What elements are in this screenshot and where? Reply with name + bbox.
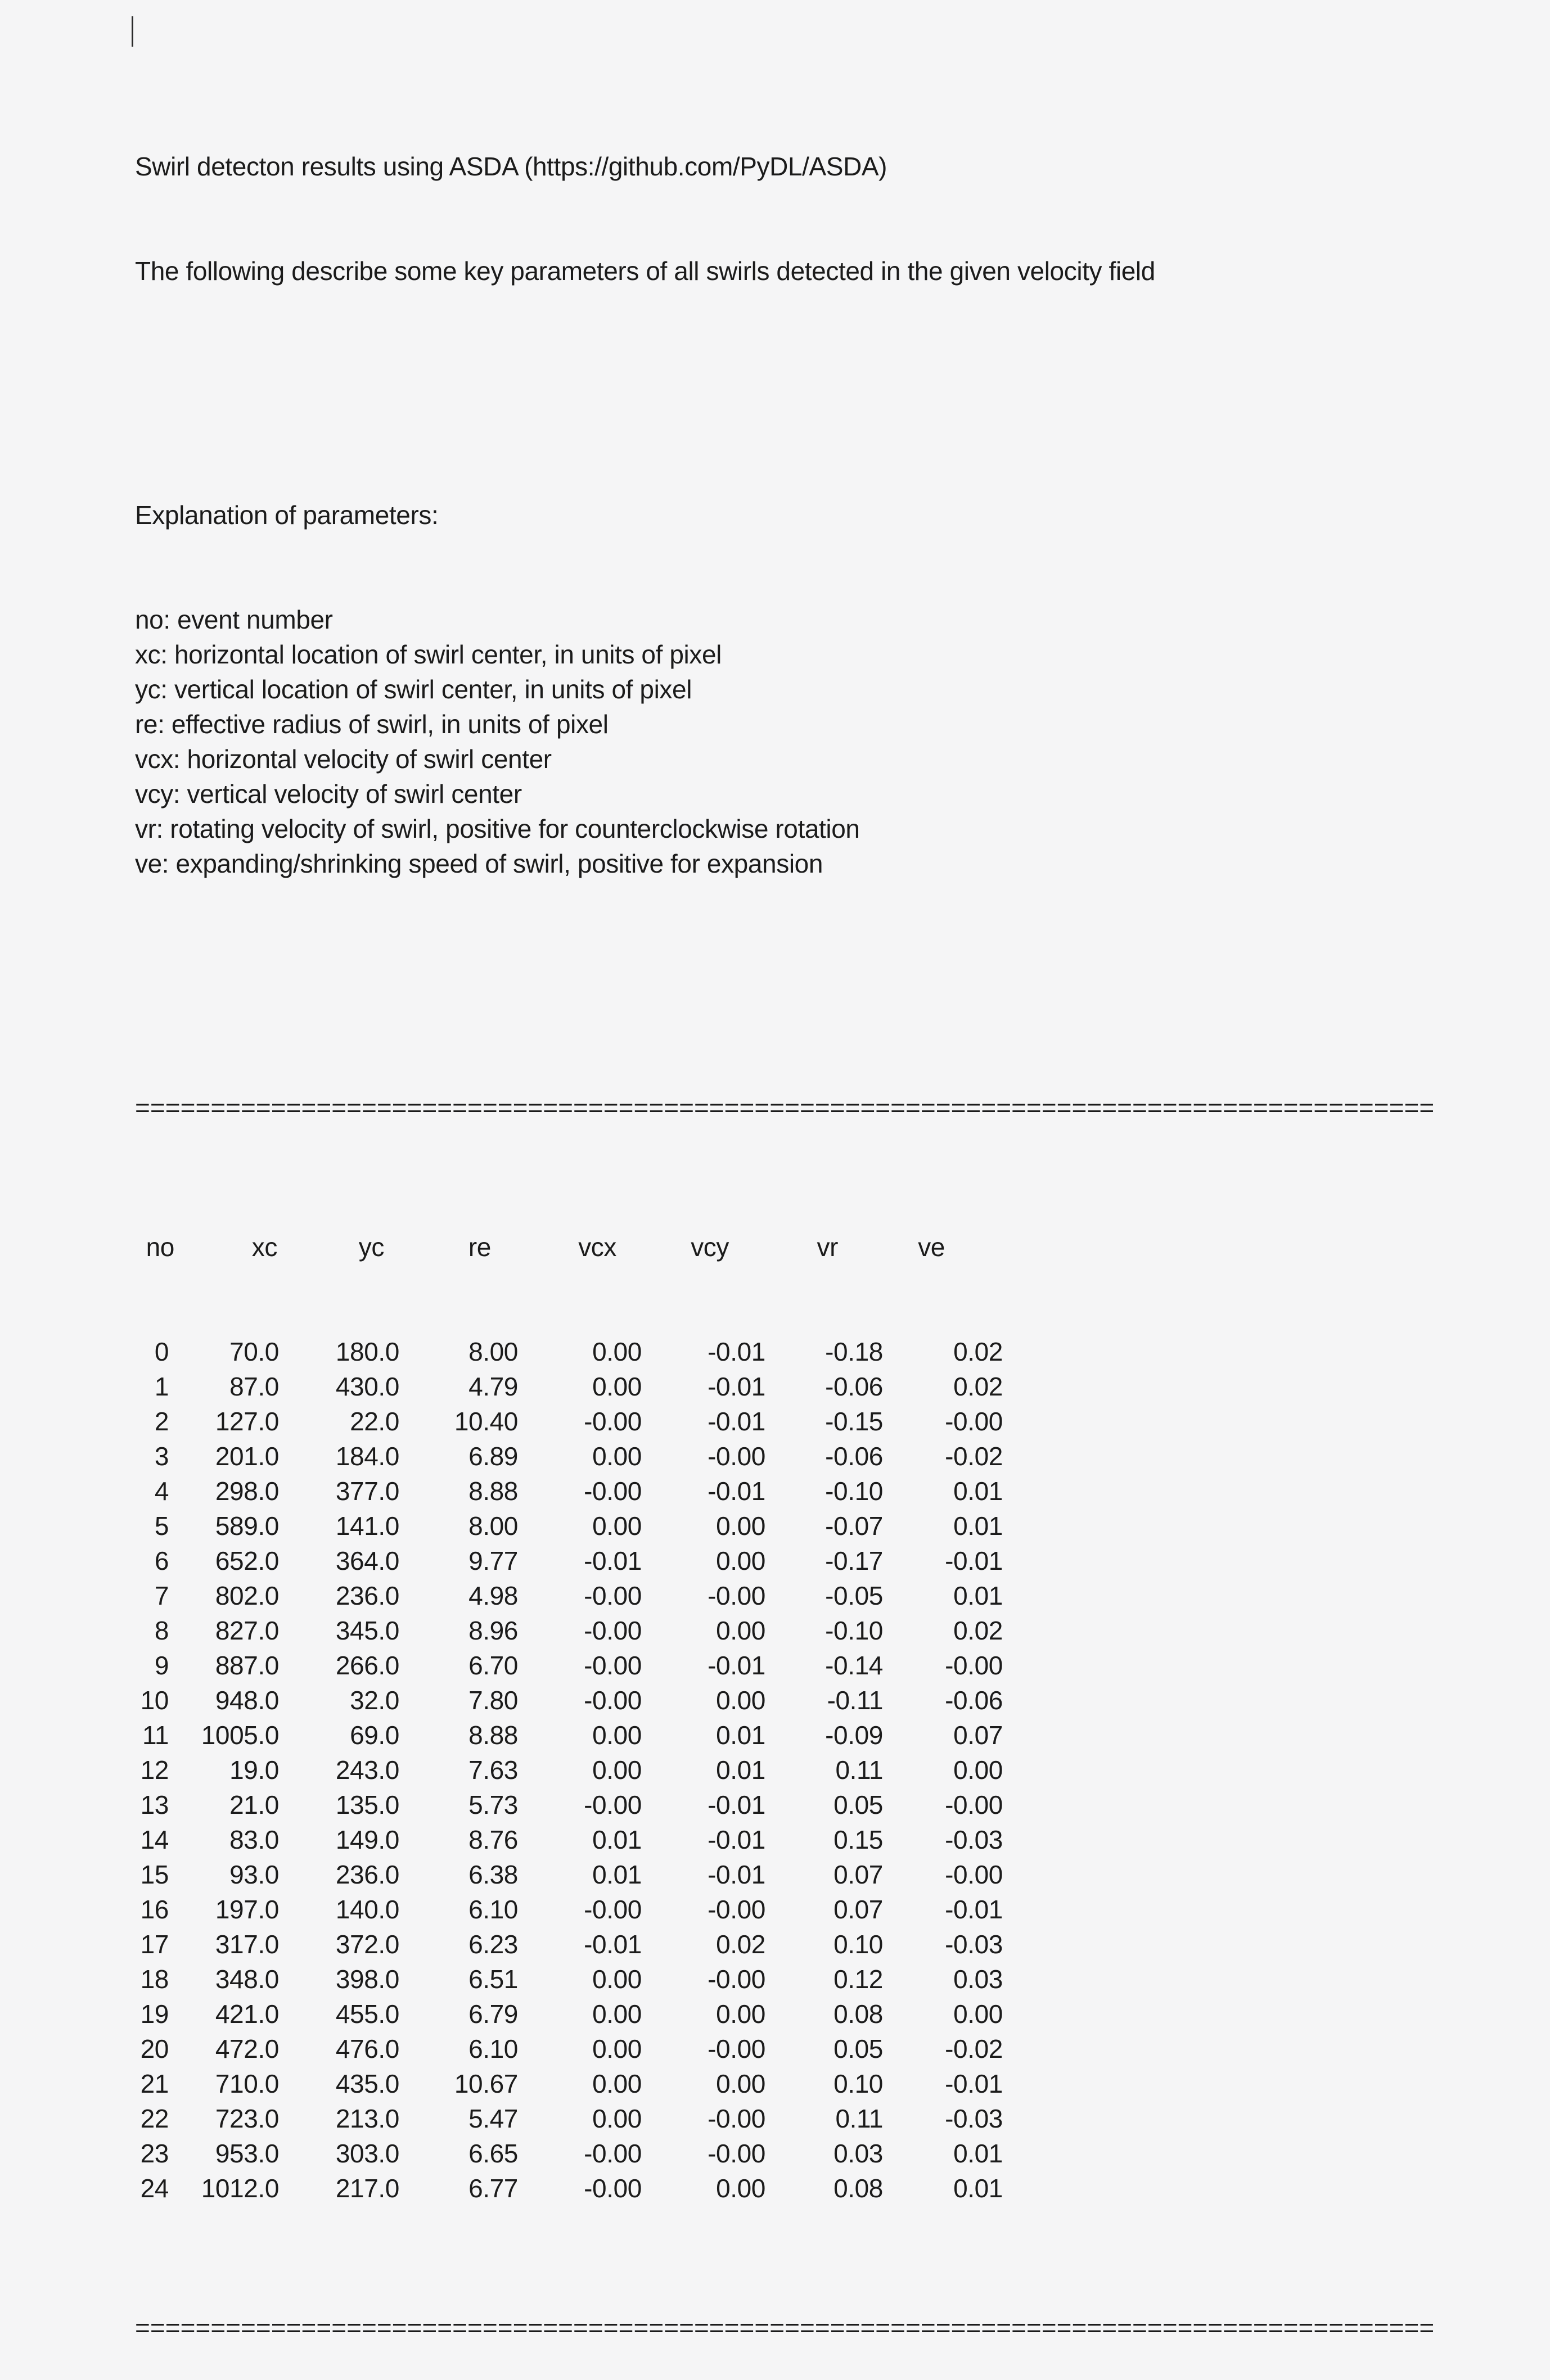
table-body bbox=[135, 1334, 1434, 2206]
table-cell: 5.47 bbox=[468, 2104, 518, 2133]
table-cell: 0.00 bbox=[716, 2174, 765, 2203]
table-cell: 435.0 bbox=[335, 2069, 399, 2098]
table-cell: -0.00 bbox=[584, 2139, 642, 2168]
table-cell: 243.0 bbox=[335, 1755, 399, 1785]
table-cell: 345.0 bbox=[335, 1616, 399, 1645]
table-cell: 0.01 bbox=[716, 1720, 765, 1750]
table-cell: 0.12 bbox=[833, 1964, 883, 1994]
table-cell: 0.08 bbox=[833, 2174, 883, 2203]
table-cell: 5.73 bbox=[468, 1790, 518, 1819]
table-cell: 0.00 bbox=[953, 1755, 1003, 1785]
table-cell: 887.0 bbox=[215, 1651, 279, 1680]
table-row bbox=[135, 1334, 1434, 1369]
table-cell: 22 bbox=[140, 2104, 169, 2133]
table-cell: -0.00 bbox=[584, 1790, 642, 1819]
table-cell: -0.00 bbox=[708, 1581, 765, 1610]
table-cell: 0.08 bbox=[833, 1999, 883, 2029]
table-cell: 455.0 bbox=[335, 1999, 399, 2029]
table-cell: 6 bbox=[154, 1546, 169, 1575]
table-cell: -0.02 bbox=[945, 1442, 1003, 1471]
column-header-vcy: vcy bbox=[691, 1232, 729, 1262]
explanation-heading: Explanation of parameters: bbox=[135, 500, 439, 530]
table-cell: -0.17 bbox=[825, 1546, 883, 1575]
explanation-item: vcx: horizontal velocity of swirl center bbox=[135, 744, 552, 774]
table-cell: -0.03 bbox=[945, 1930, 1003, 1959]
table-row bbox=[135, 1683, 1434, 1718]
table-cell: -0.01 bbox=[708, 1337, 765, 1366]
table-cell: 0.01 bbox=[953, 2139, 1003, 2168]
table-cell: 13 bbox=[140, 1790, 169, 1819]
table-cell: 6.65 bbox=[468, 2139, 518, 2168]
table-cell: 135.0 bbox=[335, 1790, 399, 1819]
table-cell: -0.01 bbox=[945, 1895, 1003, 1924]
table-cell: 0.00 bbox=[716, 1546, 765, 1575]
table-cell: 6.38 bbox=[468, 1860, 518, 1889]
table-cell: -0.01 bbox=[708, 1407, 765, 1436]
separator-bottom: ====================================================================================== bbox=[135, 2313, 1435, 2342]
table-cell: 19.0 bbox=[229, 1755, 279, 1785]
table-cell: 0.00 bbox=[953, 1999, 1003, 2029]
table-cell: 0.01 bbox=[953, 1476, 1003, 1506]
table-cell: -0.07 bbox=[825, 1511, 883, 1541]
column-header-xc: xc bbox=[251, 1232, 277, 1262]
table-cell: 348.0 bbox=[215, 1964, 279, 1994]
table-cell: 827.0 bbox=[215, 1616, 279, 1645]
table-cell: 1 bbox=[154, 1372, 169, 1401]
table-cell: 14 bbox=[140, 1825, 169, 1854]
table-row bbox=[135, 1509, 1434, 1543]
table-cell: 0.15 bbox=[833, 1825, 883, 1854]
table-cell: 7.63 bbox=[468, 1755, 518, 1785]
table-cell: -0.03 bbox=[945, 2104, 1003, 2133]
table-cell: 948.0 bbox=[215, 1686, 279, 1715]
table-cell: 0.00 bbox=[716, 1686, 765, 1715]
table-cell: -0.09 bbox=[825, 1720, 883, 1750]
table-cell: -0.00 bbox=[945, 1651, 1003, 1680]
table-cell: 0.11 bbox=[835, 1755, 883, 1785]
table-cell: 8.88 bbox=[468, 1720, 518, 1750]
table-cell: 0.07 bbox=[953, 1720, 1003, 1750]
table-cell: -0.01 bbox=[584, 1546, 642, 1575]
table-cell: 87.0 bbox=[229, 1372, 279, 1401]
table-cell: 1005.0 bbox=[201, 1720, 279, 1750]
table-cell: 0.01 bbox=[953, 1511, 1003, 1541]
table-cell: -0.00 bbox=[584, 1686, 642, 1715]
table-cell: 0.11 bbox=[835, 2104, 883, 2133]
table-cell: 0.00 bbox=[592, 1720, 642, 1750]
table-cell: 15 bbox=[140, 1860, 169, 1889]
table-cell: 149.0 bbox=[335, 1825, 399, 1854]
table-cell: 213.0 bbox=[335, 2104, 399, 2133]
table-cell: -0.00 bbox=[708, 1442, 765, 1471]
text-cursor bbox=[132, 16, 133, 47]
table-cell: 317.0 bbox=[215, 1930, 279, 1959]
table-cell: 0.02 bbox=[953, 1372, 1003, 1401]
table-cell: -0.01 bbox=[708, 1651, 765, 1680]
table-cell: 0.10 bbox=[833, 2069, 883, 2098]
table-cell: 0.07 bbox=[833, 1895, 883, 1924]
table-cell: 398.0 bbox=[335, 1964, 399, 1994]
explanation-item: no: event number bbox=[135, 605, 333, 634]
table-cell: 589.0 bbox=[215, 1511, 279, 1541]
table-cell: 4.98 bbox=[468, 1581, 518, 1610]
table-cell: 0.00 bbox=[592, 1442, 642, 1471]
table-row bbox=[135, 1474, 1434, 1509]
table-cell: -0.00 bbox=[584, 2174, 642, 2203]
explanation-list bbox=[135, 602, 1434, 881]
table-cell: 0.05 bbox=[833, 1790, 883, 1819]
table-cell: -0.05 bbox=[825, 1581, 883, 1610]
table-cell: -0.00 bbox=[945, 1860, 1003, 1889]
table-cell: -0.10 bbox=[825, 1476, 883, 1506]
table-cell: 0.03 bbox=[953, 1964, 1003, 1994]
table-cell: 20 bbox=[140, 2034, 169, 2063]
table-cell: -0.06 bbox=[825, 1372, 883, 1401]
table-cell: 421.0 bbox=[215, 1999, 279, 2029]
table-cell: 140.0 bbox=[335, 1895, 399, 1924]
table-cell: -0.00 bbox=[584, 1407, 642, 1436]
table-cell: -0.06 bbox=[825, 1442, 883, 1471]
table-row bbox=[135, 2171, 1434, 2206]
table-cell: 69.0 bbox=[350, 1720, 399, 1750]
table-cell: 0.03 bbox=[833, 2139, 883, 2168]
table-cell: 9 bbox=[154, 1651, 169, 1680]
table-cell: -0.00 bbox=[708, 2034, 765, 2063]
table-cell: 372.0 bbox=[335, 1930, 399, 1959]
table-cell: -0.01 bbox=[945, 1546, 1003, 1575]
table-cell: 723.0 bbox=[215, 2104, 279, 2133]
table-cell: 8 bbox=[154, 1616, 169, 1645]
table-cell: 0.00 bbox=[592, 1999, 642, 2029]
table-cell: -0.00 bbox=[708, 2139, 765, 2168]
table-cell: -0.01 bbox=[708, 1860, 765, 1889]
table-row bbox=[135, 2101, 1434, 2136]
table-cell: 10 bbox=[140, 1686, 169, 1715]
table-cell: -0.00 bbox=[945, 1407, 1003, 1436]
table-row bbox=[135, 1822, 1434, 1857]
table-cell: 1012.0 bbox=[201, 2174, 279, 2203]
explanation-item: ve: expanding/shrinking speed of swirl, positive for expansion bbox=[135, 849, 823, 878]
column-header-vr: vr bbox=[817, 1232, 838, 1262]
table-cell: 8.88 bbox=[468, 1476, 518, 1506]
table-cell: 184.0 bbox=[335, 1442, 399, 1471]
table-cell: 4.79 bbox=[468, 1372, 518, 1401]
table-cell: 83.0 bbox=[229, 1825, 279, 1854]
table-cell: 0.00 bbox=[592, 1511, 642, 1541]
table-cell: 16 bbox=[140, 1895, 169, 1924]
table-row bbox=[135, 1718, 1434, 1753]
table-cell: 0.00 bbox=[716, 1511, 765, 1541]
table-cell: 266.0 bbox=[335, 1651, 399, 1680]
column-header-yc: yc bbox=[358, 1232, 384, 1262]
table-row bbox=[135, 1997, 1434, 2031]
table-cell: 141.0 bbox=[335, 1511, 399, 1541]
table-cell: -0.00 bbox=[584, 1651, 642, 1680]
table-cell: -0.00 bbox=[584, 1616, 642, 1645]
table-cell: 710.0 bbox=[215, 2069, 279, 2098]
explanation-item: vcy: vertical velocity of swirl center bbox=[135, 779, 522, 809]
table-cell: -0.18 bbox=[825, 1337, 883, 1366]
table-cell: 0.00 bbox=[716, 1616, 765, 1645]
explanation-item: xc: horizontal location of swirl center, in units of pixel bbox=[135, 640, 722, 669]
table-cell: 0.02 bbox=[716, 1930, 765, 1959]
separator-top: ====================================================================================== bbox=[135, 1093, 1435, 1122]
table-cell: 652.0 bbox=[215, 1546, 279, 1575]
table-cell: 476.0 bbox=[335, 2034, 399, 2063]
table-cell: 0.00 bbox=[592, 1337, 642, 1366]
table-cell: -0.01 bbox=[708, 1790, 765, 1819]
explanation-item: yc: vertical location of swirl center, in units of pixel bbox=[135, 675, 692, 704]
table-row bbox=[135, 1927, 1434, 1962]
table-cell: 472.0 bbox=[215, 2034, 279, 2063]
table-cell: -0.06 bbox=[945, 1686, 1003, 1715]
table-cell: 21 bbox=[140, 2069, 169, 2098]
table-cell: 201.0 bbox=[215, 1442, 279, 1471]
table-cell: 236.0 bbox=[335, 1860, 399, 1889]
table-cell: 7 bbox=[154, 1581, 169, 1610]
table-cell: 0.10 bbox=[833, 1930, 883, 1959]
table-cell: -0.03 bbox=[945, 1825, 1003, 1854]
table-cell: -0.00 bbox=[584, 1895, 642, 1924]
table-cell: 6.70 bbox=[468, 1651, 518, 1680]
blank-line bbox=[135, 358, 1434, 393]
table-header-row bbox=[135, 1230, 1434, 1264]
explanation-item: re: effective radius of swirl, in units of pixel bbox=[135, 710, 609, 739]
table-cell: 6.10 bbox=[468, 1895, 518, 1924]
table-cell: 236.0 bbox=[335, 1581, 399, 1610]
table-cell: 430.0 bbox=[335, 1372, 399, 1401]
table-cell: 8.00 bbox=[468, 1337, 518, 1366]
table-cell: -0.00 bbox=[584, 1476, 642, 1506]
table-cell: 18 bbox=[140, 1964, 169, 1994]
table-cell: 19 bbox=[140, 1999, 169, 2029]
table-cell: 6.89 bbox=[468, 1442, 518, 1471]
table-cell: 0.01 bbox=[716, 1755, 765, 1785]
table-row bbox=[135, 1857, 1434, 1892]
table-cell: 303.0 bbox=[335, 2139, 399, 2168]
table-row bbox=[135, 2136, 1434, 2171]
table-cell: 0.01 bbox=[592, 1825, 642, 1854]
table-cell: 8.76 bbox=[468, 1825, 518, 1854]
explanation-item: vr: rotating velocity of swirl, positive for counterclockwise rotation bbox=[135, 814, 860, 843]
table-cell: 21.0 bbox=[229, 1790, 279, 1819]
table-cell: 0.07 bbox=[833, 1860, 883, 1889]
table-cell: 17 bbox=[140, 1930, 169, 1959]
table-cell: -0.00 bbox=[945, 1790, 1003, 1819]
table-cell: -0.01 bbox=[708, 1825, 765, 1854]
table-row bbox=[135, 1543, 1434, 1578]
table-cell: 953.0 bbox=[215, 2139, 279, 2168]
table-row bbox=[135, 1753, 1434, 1787]
table-cell: 24 bbox=[140, 2174, 169, 2203]
table-row bbox=[135, 1369, 1434, 1404]
table-cell: 0.01 bbox=[592, 1860, 642, 1889]
table-cell: 5 bbox=[154, 1511, 169, 1541]
table-cell: 197.0 bbox=[215, 1895, 279, 1924]
table-row bbox=[135, 1962, 1434, 1997]
table-cell: -0.00 bbox=[708, 2104, 765, 2133]
table-cell: 0.00 bbox=[592, 2104, 642, 2133]
table-cell: 377.0 bbox=[335, 1476, 399, 1506]
table-cell: 180.0 bbox=[335, 1337, 399, 1366]
table-cell: 7.80 bbox=[468, 1686, 518, 1715]
column-header-ve: ve bbox=[918, 1232, 945, 1262]
table-cell: 217.0 bbox=[335, 2174, 399, 2203]
table-row bbox=[135, 1439, 1434, 1474]
table-cell: 6.10 bbox=[468, 2034, 518, 2063]
table-row bbox=[135, 2066, 1434, 2101]
table-cell: -0.01 bbox=[708, 1476, 765, 1506]
table-cell: 0.00 bbox=[592, 1372, 642, 1401]
column-header-no: no bbox=[146, 1232, 174, 1262]
table-cell: 4 bbox=[154, 1476, 169, 1506]
table-cell: -0.01 bbox=[945, 2069, 1003, 2098]
table-cell: 0.02 bbox=[953, 1337, 1003, 1366]
table-cell: 11 bbox=[142, 1720, 169, 1750]
text-document[interactable] bbox=[135, 10, 1434, 2380]
table-cell: -0.10 bbox=[825, 1616, 883, 1645]
table-row bbox=[135, 1404, 1434, 1439]
table-cell: 12 bbox=[140, 1755, 169, 1785]
table-cell: 0.00 bbox=[592, 2034, 642, 2063]
table-cell: -0.00 bbox=[584, 1581, 642, 1610]
table-cell: 0.02 bbox=[953, 1616, 1003, 1645]
table-cell: 0.00 bbox=[592, 1755, 642, 1785]
table-cell: 8.96 bbox=[468, 1616, 518, 1645]
table-cell: 0.05 bbox=[833, 2034, 883, 2063]
table-cell: 2 bbox=[154, 1407, 169, 1436]
table-cell: -0.00 bbox=[708, 1964, 765, 1994]
table-cell: 23 bbox=[140, 2139, 169, 2168]
table-cell: 0 bbox=[154, 1337, 169, 1366]
table-row bbox=[135, 1578, 1434, 1613]
table-cell: 10.40 bbox=[454, 1407, 518, 1436]
table-cell: 10.67 bbox=[454, 2069, 518, 2098]
table-cell: -0.02 bbox=[945, 2034, 1003, 2063]
doc-title: Swirl detecton results using ASDA (https://github.com/PyDL/ASDA) bbox=[135, 152, 887, 181]
table-cell: 6.77 bbox=[468, 2174, 518, 2203]
table-cell: 802.0 bbox=[215, 1581, 279, 1610]
table-row bbox=[135, 1613, 1434, 1648]
table-cell: 8.00 bbox=[468, 1511, 518, 1541]
table-cell: 6.23 bbox=[468, 1930, 518, 1959]
table-cell: 0.01 bbox=[953, 2174, 1003, 2203]
table-cell: -0.00 bbox=[708, 1895, 765, 1924]
table-cell: 6.51 bbox=[468, 1964, 518, 1994]
table-cell: 3 bbox=[154, 1442, 169, 1471]
table-cell: 298.0 bbox=[215, 1476, 279, 1506]
table-cell: -0.01 bbox=[708, 1372, 765, 1401]
table-row bbox=[135, 1892, 1434, 1927]
table-cell: 70.0 bbox=[229, 1337, 279, 1366]
table-cell: 0.01 bbox=[953, 1581, 1003, 1610]
table-cell: 6.79 bbox=[468, 1999, 518, 2029]
table-cell: 127.0 bbox=[215, 1407, 279, 1436]
doc-subtitle: The following describe some key parameters of all swirls detected in the given velocity field bbox=[135, 256, 1155, 286]
table-row bbox=[135, 1787, 1434, 1822]
table-cell: -0.01 bbox=[584, 1930, 642, 1959]
table-row bbox=[135, 1648, 1434, 1683]
table-cell: 22.0 bbox=[350, 1407, 399, 1436]
table-cell: 93.0 bbox=[229, 1860, 279, 1889]
table-row bbox=[135, 2031, 1434, 2066]
column-header-re: re bbox=[468, 1232, 491, 1262]
table-cell: 0.00 bbox=[592, 2069, 642, 2098]
table-cell: 0.00 bbox=[592, 1964, 642, 1994]
table-cell: -0.15 bbox=[825, 1407, 883, 1436]
table-cell: 364.0 bbox=[335, 1546, 399, 1575]
table-cell: 32.0 bbox=[350, 1686, 399, 1715]
column-header-vcx: vcx bbox=[578, 1232, 616, 1262]
table-cell: -0.11 bbox=[827, 1686, 883, 1715]
table-cell: 9.77 bbox=[468, 1546, 518, 1575]
blank-line bbox=[135, 986, 1434, 1020]
table-cell: 0.00 bbox=[716, 1999, 765, 2029]
table-cell: 0.00 bbox=[716, 2069, 765, 2098]
table-cell: -0.14 bbox=[825, 1651, 883, 1680]
